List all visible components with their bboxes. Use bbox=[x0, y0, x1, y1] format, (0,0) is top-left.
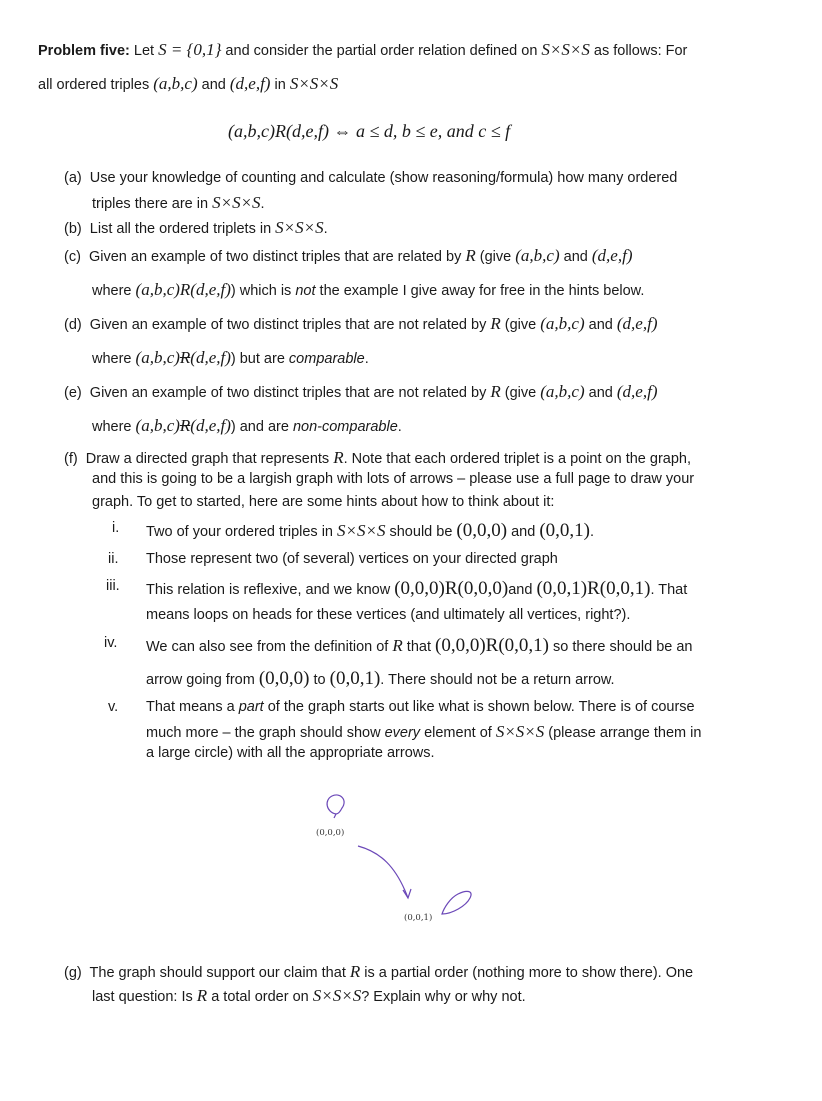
hint-iv-label: iv. bbox=[104, 635, 118, 651]
problem-title: Problem five: bbox=[38, 43, 130, 59]
hint-text: (please arrange them in bbox=[544, 725, 702, 741]
part-label: (e) bbox=[64, 385, 82, 401]
math-r: R bbox=[349, 962, 361, 981]
part-label: (d) bbox=[64, 317, 82, 333]
math-rel: (0,0,1)R(0,0,1) bbox=[536, 578, 651, 599]
math-abc: (a,b,c) bbox=[515, 246, 560, 265]
hint-iii-line-2: means loops on heads for these vertices (and ultimately all vertices, right?). bbox=[146, 607, 631, 623]
hint-text: Two of your ordered triples in bbox=[146, 524, 338, 540]
part-text: triples there are in bbox=[92, 196, 213, 212]
part-c-line-2 bbox=[92, 280, 644, 300]
part-text: the example I give away for free in the hints below. bbox=[315, 283, 645, 299]
hint-text: much more – the graph should show bbox=[146, 725, 385, 741]
hint-ii: Those represent two (of several) vertices on your directed graph bbox=[146, 551, 558, 567]
math-r: R bbox=[490, 382, 501, 401]
hint-v-line-3: a large circle) with all the appropriate arrows. bbox=[146, 745, 435, 761]
part-text: . bbox=[397, 419, 402, 435]
hint-text: that bbox=[402, 639, 436, 655]
math-def: (d,e,f) bbox=[591, 246, 633, 265]
part-text: . Note that each ordered triplet is a point on the graph, bbox=[343, 451, 691, 467]
arrow-head-icon bbox=[403, 889, 411, 898]
intro-line-2 bbox=[38, 74, 338, 94]
math-sss: S×S×S bbox=[495, 722, 545, 741]
math-def: (d,e,f) bbox=[616, 314, 658, 333]
math-abc: (a,b,c) bbox=[135, 348, 180, 367]
hint-text: arrow going from bbox=[146, 672, 259, 688]
hint-iii bbox=[146, 578, 687, 600]
emph-every: every bbox=[384, 725, 421, 741]
emph-not: not bbox=[295, 283, 316, 299]
loop-tick bbox=[334, 814, 336, 818]
part-label: (a) bbox=[64, 170, 82, 186]
part-text: ) which is bbox=[230, 283, 296, 299]
math-r: R bbox=[490, 314, 501, 333]
part-b bbox=[64, 218, 328, 238]
intro-text: and bbox=[197, 77, 230, 93]
part-text: (give bbox=[500, 385, 541, 401]
hint-text: We can also see from the definition of bbox=[146, 639, 393, 655]
emph-noncomparable: non-comparable bbox=[292, 419, 398, 435]
node-000-label: (0,0,0) bbox=[316, 828, 345, 838]
intro-line-1 bbox=[38, 40, 687, 60]
hint-text: and bbox=[508, 582, 537, 598]
math-000: (0,0,0) bbox=[258, 668, 310, 689]
part-g bbox=[64, 962, 693, 982]
math-sss: S×S×S bbox=[275, 218, 324, 237]
math-not-r: R bbox=[179, 416, 191, 435]
part-text: The graph should support our claim that bbox=[89, 965, 350, 981]
math-sss: S×S×S bbox=[337, 521, 386, 540]
part-text: ? Explain why or why not. bbox=[361, 989, 526, 1005]
part-text: and bbox=[584, 385, 617, 401]
part-label: (b) bbox=[64, 221, 82, 237]
math-rel: (0,0,0)R(0,0,0) bbox=[394, 578, 509, 599]
math-def: (d,e,f) bbox=[616, 382, 658, 401]
math-set-def: S = {0,1} bbox=[158, 40, 222, 59]
part-d bbox=[64, 314, 657, 334]
node-001-label: (0,0,1) bbox=[404, 913, 433, 923]
intro-text: in bbox=[270, 77, 290, 93]
part-c bbox=[64, 246, 632, 266]
hint-text: and bbox=[507, 524, 540, 540]
math-def: (d,e,f) bbox=[190, 416, 231, 435]
hint-v bbox=[146, 699, 695, 715]
math-not-r: R bbox=[179, 348, 191, 367]
part-text: . bbox=[323, 221, 328, 237]
part-text: Given an example of two distinct triples that are related by bbox=[88, 249, 466, 265]
part-text: Given an example of two distinct triples that are not related by bbox=[89, 385, 491, 401]
math-r: R bbox=[333, 448, 344, 467]
arrow-000-to-001 bbox=[358, 846, 408, 898]
part-text: where bbox=[92, 283, 136, 299]
math-r: R bbox=[465, 246, 476, 265]
part-f bbox=[64, 448, 691, 468]
math-001: (0,0,1) bbox=[329, 668, 381, 689]
math-sss: S×S×S bbox=[212, 193, 261, 212]
part-text: and bbox=[559, 249, 592, 265]
part-text: . bbox=[260, 196, 265, 212]
hint-text: of the graph starts out like what is shown below. There is of course bbox=[263, 699, 695, 715]
part-a-line-2 bbox=[92, 193, 265, 213]
part-text: ) but are bbox=[230, 351, 289, 367]
hint-iii-label: iii. bbox=[106, 578, 120, 594]
hint-text: That means a bbox=[146, 699, 239, 715]
emph-part: part bbox=[238, 699, 264, 715]
part-text: Draw a directed graph that represents bbox=[85, 451, 334, 467]
math-001: (0,0,1) bbox=[539, 520, 590, 541]
part-text: Use your knowledge of counting and calculate (show reasoning/formula) how many ordered bbox=[89, 170, 678, 186]
hint-text: . There should not be a return arrow. bbox=[380, 672, 615, 688]
loop-icon bbox=[442, 891, 471, 914]
hint-i-label: i. bbox=[112, 520, 120, 536]
part-label: (c) bbox=[64, 249, 81, 265]
hint-ii-label: ii. bbox=[108, 551, 119, 567]
part-a bbox=[64, 170, 677, 186]
intro-text: and consider the partial order relation defined on bbox=[221, 43, 542, 59]
part-text: (give bbox=[500, 317, 541, 333]
math-sss: S×S×S bbox=[312, 986, 362, 1005]
hint-iv bbox=[146, 635, 693, 657]
part-text: . bbox=[364, 351, 369, 367]
math-abc: (a,b,c) bbox=[540, 382, 585, 401]
part-d-line-2 bbox=[92, 348, 369, 368]
hint-text: . bbox=[589, 524, 595, 540]
hint-iv-line-2 bbox=[146, 668, 615, 690]
emph-comparable: comparable bbox=[288, 351, 365, 367]
math-sss: S×S×S bbox=[541, 40, 590, 59]
part-g-line-2 bbox=[92, 986, 526, 1006]
part-text: ) and are bbox=[230, 419, 293, 435]
math-sss: S×S×S bbox=[289, 74, 339, 93]
math-r: R bbox=[392, 636, 403, 655]
hint-text: to bbox=[309, 672, 330, 688]
part-e bbox=[64, 382, 657, 402]
part-text: a total order on bbox=[207, 989, 313, 1005]
part-text: where bbox=[92, 419, 136, 435]
math-rel: (0,0,0)R(0,0,1) bbox=[435, 635, 549, 656]
relation-definition: (a,b,c)R(d,e,f) ⇔ a ≤ d, b ≤ e, and c ≤ f bbox=[228, 121, 511, 141]
part-e-line-2 bbox=[92, 416, 402, 436]
hint-text: element of bbox=[420, 725, 496, 741]
math-def: (d,e,f) bbox=[190, 348, 231, 367]
math-abc: (a,b,c) bbox=[540, 314, 585, 333]
part-text: (give bbox=[475, 249, 516, 265]
part-f-line-2: and this is going to be a largish graph with lots of arrows – please use a full page to draw your bbox=[92, 471, 695, 487]
hint-text: should be bbox=[385, 524, 457, 540]
hint-v-label: v. bbox=[108, 699, 119, 715]
part-text: List all the ordered triplets in bbox=[89, 221, 276, 237]
hint-text: This relation is reflexive, and we know bbox=[146, 582, 395, 598]
hint-text: . That bbox=[650, 582, 688, 598]
math-rel: (a,b,c)R(d,e,f) bbox=[135, 280, 231, 299]
hint-v-line-2 bbox=[146, 722, 701, 742]
math-000: (0,0,0) bbox=[456, 520, 508, 541]
part-label: (g) bbox=[64, 965, 82, 981]
part-f-line-3: graph. To get to started, here are some hints about how to think about it: bbox=[92, 494, 555, 510]
intro-text: as follows: For bbox=[589, 43, 688, 59]
part-text: Given an example of two distinct triples that are not related by bbox=[89, 317, 491, 333]
part-text: last question: Is bbox=[92, 989, 197, 1005]
part-text: and bbox=[584, 317, 617, 333]
graph-sketch bbox=[300, 790, 500, 930]
loop-icon bbox=[327, 795, 344, 814]
part-text: is a partial order (nothing more to show there). One bbox=[360, 965, 694, 981]
part-label: (f) bbox=[64, 451, 78, 467]
math-abc: (a,b,c) bbox=[153, 74, 198, 93]
hint-text: so there should be an bbox=[549, 639, 693, 655]
math-r: R bbox=[196, 986, 208, 1005]
hint-i bbox=[146, 520, 594, 542]
intro-text: all ordered triples bbox=[38, 77, 154, 93]
math-def: (d,e,f) bbox=[229, 74, 271, 93]
math-abc: (a,b,c) bbox=[135, 416, 180, 435]
part-text: where bbox=[92, 351, 136, 367]
intro-text: Let bbox=[133, 43, 159, 59]
